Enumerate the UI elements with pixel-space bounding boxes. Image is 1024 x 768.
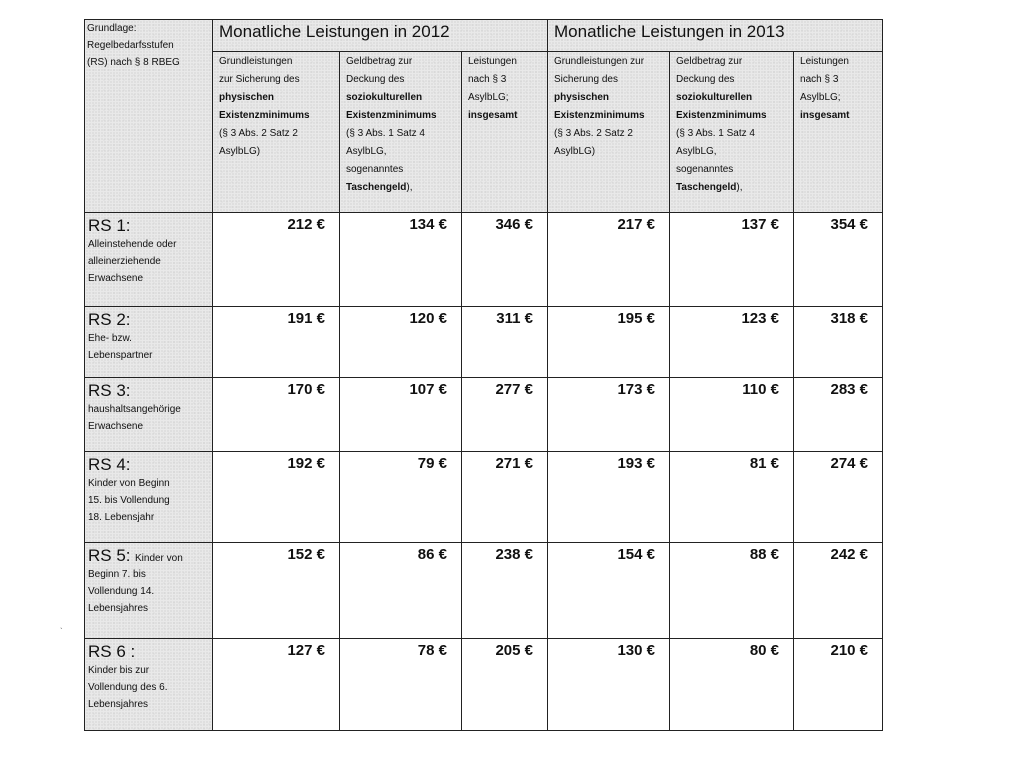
amount-cell: 123 € bbox=[670, 307, 794, 378]
row-description-line: 18. Lebensjahr bbox=[88, 512, 155, 523]
column-header-line: AsylbLG; bbox=[800, 92, 841, 103]
column-header-line: Leistungen bbox=[468, 56, 517, 67]
row-code-line bbox=[88, 216, 209, 236]
row-header-cell bbox=[85, 639, 213, 731]
column-header-line: (§ 3 Abs. 1 Satz 4 bbox=[346, 128, 425, 139]
amount-cell: 191 € bbox=[213, 307, 340, 378]
column-header-line: nach § 3 bbox=[468, 74, 507, 85]
amount-cell: 205 € bbox=[462, 639, 548, 731]
amount-cell: 79 € bbox=[340, 452, 462, 543]
table-row bbox=[85, 307, 883, 378]
table-body bbox=[85, 213, 883, 731]
amount-cell: 318 € bbox=[794, 307, 883, 378]
row-description-line: Lebenspartner bbox=[88, 350, 153, 361]
table-row bbox=[85, 639, 883, 731]
row-description-line: 15. bis Vollendung bbox=[88, 495, 170, 506]
row-description-line: Lebensjahres bbox=[88, 699, 149, 710]
table-row bbox=[85, 378, 883, 452]
regelbedarfsstufe-code: RS 2: bbox=[88, 310, 131, 329]
row-description-line: Vollendung 14. bbox=[88, 586, 155, 597]
corner-header-line: Grundlage: bbox=[87, 23, 137, 34]
amount-cell: 80 € bbox=[670, 639, 794, 731]
amount-cell: 193 € bbox=[548, 452, 670, 543]
column-header-bold-tail: Taschengeld bbox=[676, 182, 737, 193]
amount-cell: 81 € bbox=[670, 452, 794, 543]
regelbedarfsstufe-code: RS 6 : bbox=[88, 642, 136, 661]
amount-cell: 271 € bbox=[462, 452, 548, 543]
regelbedarfsstufe-code: RS 5: bbox=[88, 546, 131, 565]
column-header-line: AsylbLG) bbox=[554, 146, 596, 157]
column-header-bold-line: insgesamt bbox=[468, 110, 518, 121]
amount-cell: 195 € bbox=[548, 307, 670, 378]
column-header-line: (§ 3 Abs. 2 Satz 2 bbox=[219, 128, 298, 139]
column-header-line: Deckung des bbox=[676, 74, 735, 85]
row-description-inline: Kinder von bbox=[134, 553, 183, 564]
amount-cell: 127 € bbox=[213, 639, 340, 731]
amount-cell: 78 € bbox=[340, 639, 462, 731]
row-description-line: Kinder bis zur bbox=[88, 665, 150, 676]
amount-cell: 217 € bbox=[548, 213, 670, 307]
amount-cell: 137 € bbox=[670, 213, 794, 307]
row-description-line: haushaltsangehörige bbox=[88, 404, 181, 415]
column-header-line: AsylbLG; bbox=[468, 92, 509, 103]
amount-cell: 354 € bbox=[794, 213, 883, 307]
regelbedarfsstufe-code: RS 3: bbox=[88, 381, 131, 400]
column-header-line: Taschengeld), bbox=[346, 182, 413, 193]
row-header-cell bbox=[85, 543, 213, 639]
amount-cell: 212 € bbox=[213, 213, 340, 307]
benefits-table bbox=[84, 19, 883, 731]
column-header-cell bbox=[462, 52, 548, 213]
row-code-line bbox=[88, 455, 209, 475]
corner-header-cell bbox=[85, 20, 213, 213]
column-header-cell bbox=[548, 52, 670, 213]
column-header-cell bbox=[213, 52, 340, 213]
column-header-line: zur Sicherung des bbox=[219, 74, 300, 85]
amount-cell: 346 € bbox=[462, 213, 548, 307]
column-header-bold-tail: Taschengeld bbox=[346, 182, 407, 193]
column-header-line: Leistungen bbox=[800, 56, 849, 67]
row-code-line bbox=[88, 381, 209, 401]
amount-cell: 242 € bbox=[794, 543, 883, 639]
amount-cell: 120 € bbox=[340, 307, 462, 378]
column-header-line: Geldbetrag zur bbox=[676, 56, 743, 67]
column-header-line: Sicherung des bbox=[554, 74, 618, 85]
row-description-line: Beginn 7. bis bbox=[88, 569, 146, 580]
amount-cell: 110 € bbox=[670, 378, 794, 452]
amount-cell: 154 € bbox=[548, 543, 670, 639]
row-description-line: Erwachsene bbox=[88, 273, 144, 284]
column-header-line: Taschengeld), bbox=[676, 182, 743, 193]
row-header-cell bbox=[85, 452, 213, 543]
column-header-line: sogenanntes bbox=[676, 164, 734, 175]
row-header-cell bbox=[85, 213, 213, 307]
column-header-line: Grundleistungen zur bbox=[554, 56, 645, 67]
table-row bbox=[85, 452, 883, 543]
row-description-line: Vollendung des 6. bbox=[88, 682, 168, 693]
amount-cell: 130 € bbox=[548, 639, 670, 731]
amount-cell: 311 € bbox=[462, 307, 548, 378]
corner-header-line: (RS) nach § 8 RBEG bbox=[87, 57, 180, 68]
amount-cell: 152 € bbox=[213, 543, 340, 639]
column-header-line: Deckung des bbox=[346, 74, 405, 85]
column-header-line: AsylbLG) bbox=[219, 146, 261, 157]
column-header-bold-line: Existenzminimums bbox=[554, 110, 645, 121]
amount-cell: 173 € bbox=[548, 378, 670, 452]
column-header-bold-line: physischen bbox=[219, 92, 275, 103]
column-header-line: (§ 3 Abs. 2 Satz 2 bbox=[554, 128, 633, 139]
row-description-line: alleinerziehende bbox=[88, 256, 161, 267]
column-header-bold-line: soziokulturellen bbox=[346, 92, 423, 103]
amount-cell: 107 € bbox=[340, 378, 462, 452]
column-header-line: Grundleistungen bbox=[219, 56, 293, 67]
row-description-line: Erwachsene bbox=[88, 421, 144, 432]
column-header-line: Geldbetrag zur bbox=[346, 56, 413, 67]
column-header-line: sogenanntes bbox=[346, 164, 404, 175]
row-description-line: Alleinstehende oder bbox=[88, 239, 177, 250]
column-header-bold-line: physischen bbox=[554, 92, 610, 103]
amount-cell: 134 € bbox=[340, 213, 462, 307]
amount-cell: 170 € bbox=[213, 378, 340, 452]
column-header-line: (§ 3 Abs. 1 Satz 4 bbox=[676, 128, 755, 139]
column-header-bold-line: Existenzminimums bbox=[346, 110, 437, 121]
regelbedarfsstufe-code: RS 4: bbox=[88, 455, 131, 474]
amount-cell: 88 € bbox=[670, 543, 794, 639]
table-row bbox=[85, 213, 883, 307]
column-header-line: AsylbLG, bbox=[676, 146, 717, 157]
regelbedarfsstufe-code: RS 1: bbox=[88, 216, 131, 235]
amount-cell: 283 € bbox=[794, 378, 883, 452]
row-code-line bbox=[88, 642, 209, 662]
table-row bbox=[85, 543, 883, 639]
column-header-cell bbox=[670, 52, 794, 213]
column-header-bold-line: soziokulturellen bbox=[676, 92, 753, 103]
row-header-cell bbox=[85, 378, 213, 452]
amount-cell: 210 € bbox=[794, 639, 883, 731]
row-code-line bbox=[88, 546, 209, 566]
column-header-bold-line: insgesamt bbox=[800, 110, 850, 121]
corner-header-line: Regelbedarfsstufen bbox=[87, 40, 174, 51]
row-code-line bbox=[88, 310, 209, 330]
amount-cell: 238 € bbox=[462, 543, 548, 639]
scan-artifact-mark: ` bbox=[60, 627, 63, 636]
column-header-cell bbox=[794, 52, 883, 213]
column-header-line: nach § 3 bbox=[800, 74, 839, 85]
row-description-line: Ehe- bzw. bbox=[88, 333, 132, 344]
amount-cell: 274 € bbox=[794, 452, 883, 543]
column-header-bold-line: Existenzminimums bbox=[676, 110, 767, 121]
column-header-cell bbox=[340, 52, 462, 213]
row-description-line: Kinder von Beginn bbox=[88, 478, 170, 489]
amount-cell: 277 € bbox=[462, 378, 548, 452]
row-description-line: Lebensjahres bbox=[88, 603, 149, 614]
year-header-2013: Monatliche Leistungen in 2013 bbox=[548, 20, 883, 52]
amount-cell: 192 € bbox=[213, 452, 340, 543]
year-header-2012: Monatliche Leistungen in 2012 bbox=[213, 20, 548, 52]
row-header-cell bbox=[85, 307, 213, 378]
amount-cell: 86 € bbox=[340, 543, 462, 639]
column-header-line: AsylbLG, bbox=[346, 146, 387, 157]
column-header-bold-line: Existenzminimums bbox=[219, 110, 310, 121]
year-header-row bbox=[85, 20, 883, 52]
